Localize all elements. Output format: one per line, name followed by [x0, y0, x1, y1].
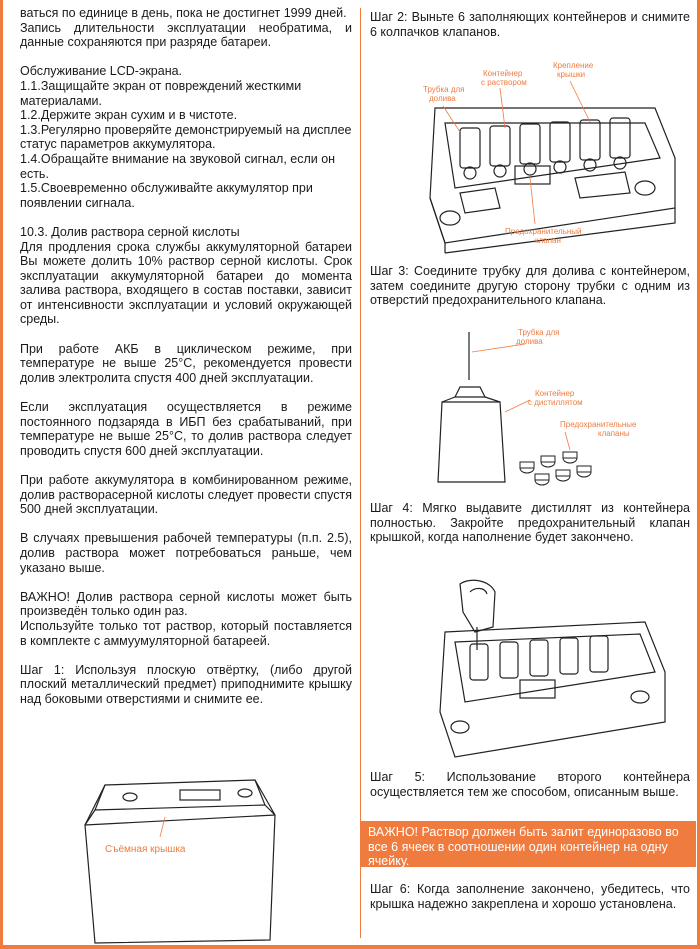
paragraph-overheat: В случаях превышения рабочей температуры (п.п. 2.5), долив раствора может потребоваться раньше, чем указано выше.: [20, 531, 352, 575]
paragraph-combined-mode: При работе аккумулятора в комбинированном режиме, долив растворасерной кислоты следует провести спустя 500 дней эксплуатации.: [20, 473, 352, 517]
label-distillate-line2: с дистиллятом: [528, 398, 583, 407]
label-valve-line2: клапан: [535, 236, 561, 245]
label-container-line1: Контейнер: [483, 69, 523, 78]
left-accent-bar: [0, 0, 3, 949]
label-container-line2: с раствором: [481, 78, 527, 87]
step5-text: Шаг 5: Использование второго контейнера осуществляется тем же способом, описанным выше.: [370, 770, 690, 799]
paragraph-cyclic-mode: При работе АКБ в циклическом режиме, при температуре не выше 25°С, рекомендуется провести долив электролита спустя 400 дней эксплуатации.: [20, 341, 352, 385]
left-column: [20, 6, 352, 707]
paragraph-important: ВАЖНО! Долив раствора серной кислоты может быть произведён только один раз. Используйте только тот раствор, который поставляется в комплекте с аммуумуляторной батареей.: [20, 589, 352, 648]
step3-text: Шаг 3: Соедините трубку для долива с контейнером, затем соедините другую сторону трубки с одним из отверстий предохранительного клапана.: [370, 264, 690, 308]
bottom-accent-bar: [0, 945, 700, 949]
paragraph-lcd-care: Обслуживание LCD-экрана. 1.1.Защищайте экран от повреждений жесткими материалами. 1.2.Держите экран сухим и в чистоте. 1.3.Регулярно проверяйте демонстрируемый на дисплее статус параметров аккумулятора. 1.4.Обращайте внимание на звуковой сигнал, если он есть. 1.5.Своевременно обслуживайте аккумулятор при появлении сигнала.: [20, 64, 352, 210]
paragraph-display-record: ваться по единице в день, пока не достигнет 1999 дней. Запись длительности эксплуатации необратима, и данные сохраняются при разряде батареи.: [20, 6, 352, 50]
label-lid-line2: крышки: [557, 70, 586, 79]
column-divider: [360, 8, 361, 938]
label-tube2-line2: долива: [516, 337, 543, 346]
section-heading: 10.3. Долив раствора серной кислоты: [20, 224, 240, 239]
label-valves-line1: Предохранительные: [560, 420, 637, 429]
paragraph-step1: Шаг 1: Используя плоскую отвёртку, (либо другой плоский металлический предмет) приподнимите крышку над боковыми отверстиями и снимите ее.: [20, 662, 352, 706]
step6-text: Шаг 6: Когда заполнение закончено, убедитесь, что крышка надежно закреплена и хорошо установлена.: [370, 882, 690, 911]
important-notice: ВАЖНО! Раствор должен быть залит единоразово во все 6 ячеек в соотношении один контейнер на одну ячейку.: [360, 821, 696, 867]
label-removable-lid: Съёмная крышка: [105, 844, 186, 855]
label-tube-line1: Трубка для: [423, 85, 465, 94]
figure-container-tube: [430, 322, 690, 494]
step2-text: Шаг 2: Выньте 6 заполняющих контейнеров и снимите 6 колпачков клапанов.: [370, 10, 690, 39]
label-valve-line1: Предохранительный: [505, 227, 582, 236]
paragraph-float-mode: Если эксплуатация осуществляется в режиме постоянного подзаряда в ИБП без срабатываний, при температуре не выше 25°С, то долив раствора следует проводить спустя 600 дней эксплуатации.: [20, 400, 352, 458]
label-tube2-line1: Трубка для: [518, 328, 560, 337]
label-lid-line1: Крепление: [553, 61, 594, 70]
figure-battery-closed: [75, 775, 290, 945]
paragraph-acid-topup: 10.3. Долив раствора серной кислоты Для продления срока службы аккумуляторной батареи Вы можете долить 10% раствор серной кислоты. Срок эксплуатации аккумуляторной батареи до момента залива раствора, входящего в состав поставки, зависит от интенсивности эксплуатации и условий окружающей среды.: [20, 224, 352, 327]
figure-hand-filling: [415, 572, 685, 762]
step4-text: Шаг 4: Мягко выдавите дистиллят из контейнера полностью. Закройте предохранительный клапан крышкой, когда наполнение будет закончено.: [370, 501, 690, 545]
figure-battery-open-top: [405, 48, 690, 258]
label-tube-line2: долива: [429, 94, 456, 103]
label-distillate-line1: Контейнер: [535, 389, 575, 398]
label-valves-line2: клапаны: [598, 429, 630, 438]
